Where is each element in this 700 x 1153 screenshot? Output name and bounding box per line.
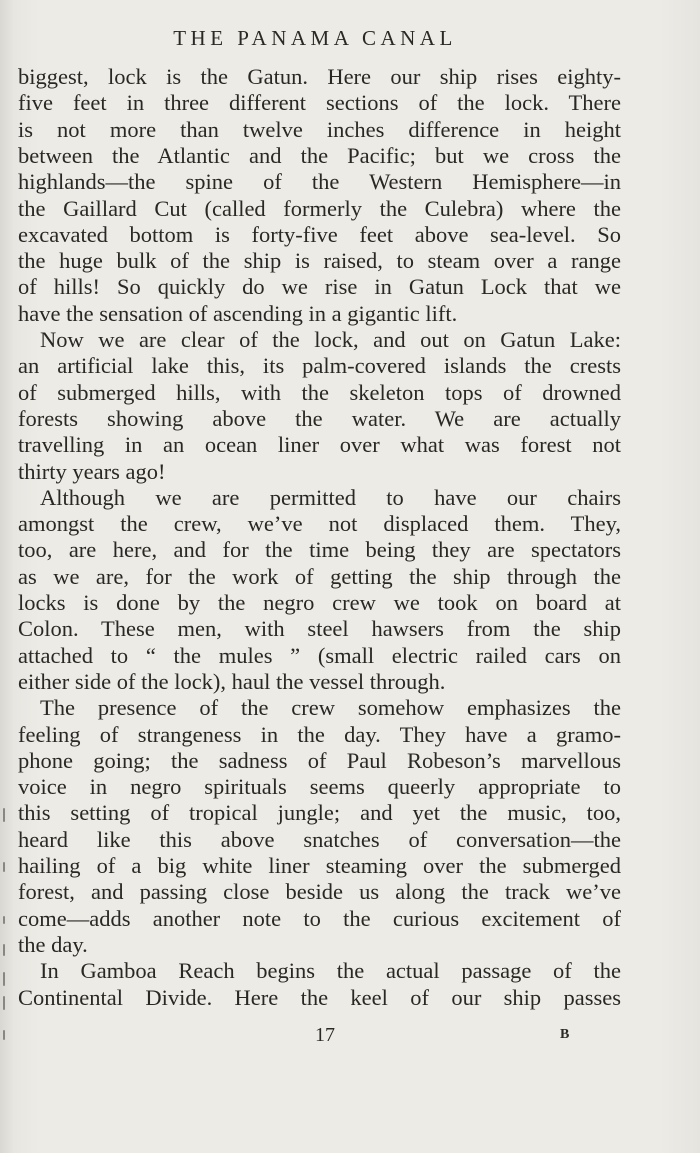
margin-mark [3,996,5,1010]
text-line: either side of the lock), haul the vessel through. [18,668,446,694]
text-line: thirty years ago! [18,458,166,484]
text-line: locks is done by the negro crew we took on board at [18,590,621,615]
text-line: as we are, for the work of getting the ship through the [18,563,621,589]
text-line: Continental Divide. Here the keel of our ship passes [18,984,621,1010]
text-line: Colon. These men, with steel hawsers from the ship [18,616,621,642]
margin-mark [3,808,5,822]
text-line: the Gaillard Cut (called formerly the Culebra) where the [18,195,621,221]
text-line: biggest, lock is the Gatun. Here our ship rises eighty- [18,64,621,89]
running-head: THE PANAMA CANAL [173,26,457,50]
text-line: have the sensation of ascending in a gigantic lift. [18,300,458,326]
text-line: The presence of the crew somehow emphasizes the [40,695,621,721]
text-line: feeling of strangeness in the day. They have a gramo- [18,721,621,747]
text-line: voice in negro spirituals seems queerly appropriate to [18,774,621,800]
text-line: travelling in an ocean liner over what was forest not [18,432,621,458]
text-line: the day. [18,931,88,957]
text-line: too, are here, and for the time being they are spectators [18,537,621,563]
text-line: an artificial lake this, its palm-covered islands the crests [18,353,621,379]
text-line: attached to “ the mules ” (small electric railed cars on [18,642,621,668]
text-line: the huge bulk of the ship is raised, to steam over a range [18,248,621,274]
text-line: highlands—the spine of the Western Hemisphere—in [18,169,621,195]
text-line: excavated bottom is forty-five feet above sea-level. So [18,221,621,247]
text-line: amongst the crew, we’ve not displaced them. They, [18,511,621,537]
text-line: come—adds another note to the curious excitement of [18,905,621,931]
margin-mark [3,1030,5,1040]
text-line: Now we are clear of the lock, and out on Gatun Lake: [40,327,621,352]
margin-mark [3,916,5,924]
text-line: heard like this above snatches of conversation—the [18,826,621,852]
page-number: 17 [315,1024,335,1046]
margin-mark [3,944,5,956]
text-line: In Gamboa Reach begins the actual passage of the [40,958,621,984]
text-line: forest, and passing close beside us along the track we’ve [18,879,621,905]
text-line: hailing of a big white liner steaming over the submerged [18,853,621,878]
text-line: is not more than twelve inches difference in height [18,116,621,142]
text-line: Although we are permitted to have our chairs [40,484,621,510]
signature-mark: B [560,1027,570,1042]
text-line: phone going; the sadness of Paul Robeson’s marvellous [18,747,621,773]
text-line: forests showing above the water. We are actually [18,405,621,431]
text-line: of submerged hills, with the skeleton tops of drowned [18,379,621,405]
text-line: between the Atlantic and the Pacific; but we cross the [18,142,621,168]
text-line: this setting of tropical jungle; and yet the music, too, [18,800,621,826]
text-line: of hills! So quickly do we rise in Gatun Lock that we [18,274,621,300]
margin-mark [3,972,5,986]
text-line: five feet in three different sections of the lock. There [18,90,621,116]
margin-mark [3,862,5,872]
